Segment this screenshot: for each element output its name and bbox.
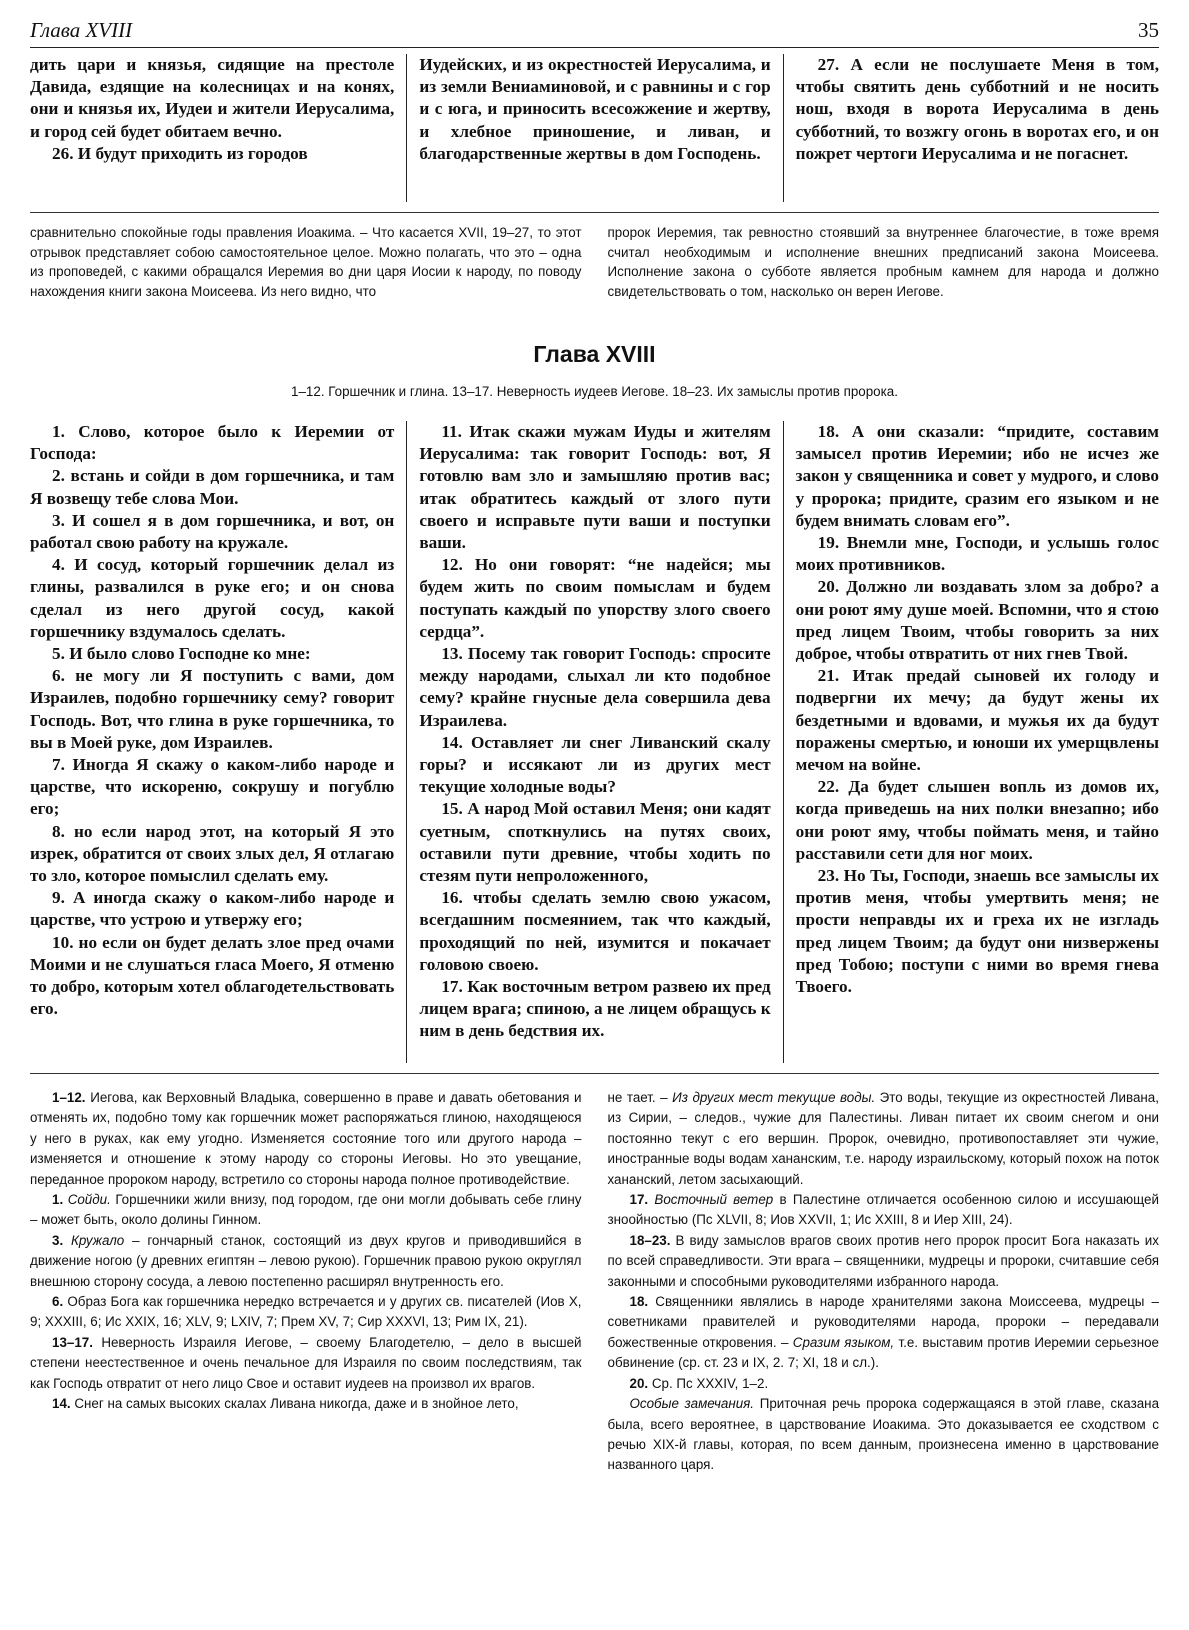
verse-paragraph: 8. но если народ этот, на который Я это изрек, обратится от своих злых дел, Я отлагаю то зло, которое помыслил сделать ему. [30, 821, 395, 886]
divider-rule [30, 1073, 1159, 1074]
commentary-paragraph [30, 1190, 582, 1231]
verse-paragraph: 3. И сошел я в дом горшечника, и вот, он работал свою работу на кружале. [30, 510, 395, 553]
verse-ref: 14. [52, 1396, 71, 1412]
commentary-text: В виду замыслов врагов своих против него пророк просит Бога наказать их по всей справедливости. Эти врага – священники, мудрецы и пророки, считавшие себя законными и способными руководителями избранного народа. [607, 1232, 1159, 1289]
chapter-summary: 1–12. Горшечник и глина. 13–17. Неверность иудеев Иегове. 18–23. Их замыслы против пророка. [291, 384, 898, 399]
commentary-term: Особые замечания. [629, 1396, 755, 1412]
main-verse-column-3 [783, 421, 1159, 1063]
commentary-text: Приточная речь пророка содержащаяся в этой главе, сказана была, всего вероятнее, в царствование Иоакима. Это доказывается ее сходством с речью XIX-й главы, которая, по всем данным, произнесена именно в царствование названного царя. [607, 1396, 1160, 1473]
commentary-text: – гончарный станок, состоящий из двух кругов и приводившийся в движение ногою (у древних египтян – левою рукою). Горшечник правою рукою округлял внешнюю сторону сосуда, а левою постепенно расширял внутренность его. [30, 1232, 582, 1289]
verse-paragraph: 11. Итак скажи мужам Иуды и жителям Иерусалима: так говорит Господь: вот, Я готовлю вам зло и замышляю против вас; итак обратитесь каждый от злого пути своего и исправьте пути ваши и поступки ваши. [419, 422, 771, 553]
verse-ref: 13–17. [52, 1334, 93, 1350]
verse-ref: 18–23. [629, 1232, 671, 1248]
running-head: Глава XVIII [30, 18, 133, 42]
verse-paragraph: 19. Внемли мне, Господи, и услышь голос моих противников. [795, 533, 1159, 575]
verse-paragraph: 18. А они сказали: “придите, составим замысел против Иеремии; ибо не исчез же закон у священника и совет у мудрого, и слово у пророка; придите, сразим его языком и не будем внимать словам его”. [795, 422, 1159, 530]
page-number: 35 [1138, 18, 1159, 42]
commentary-paragraph [30, 1333, 582, 1394]
verse-paragraph: 26. И будут приходить из городов [52, 143, 308, 163]
verse-paragraph: 27. А если не послушаете Меня в том, чтобы святить день субботний и не носить нош, входя в ворота Иерусалима в день субботний, то возжгу огонь в воротах его, и он пожрет чертоги Иерусалима и не погаснет. [795, 55, 1159, 163]
verse-paragraph: Иудейских, и из окрестностей Иерусалима, и из земли Вениаминовой, и с равнины и с гор и с юга, и приносить всесожжение и жертву, и хлебное приношение, и ливан, и благодарственные жертвы в дом Господень. [419, 55, 771, 163]
verse-paragraph: 10. но если он будет делать злое пред очами Моими и не слушаться гласа Моего, Я отменю то добро, которым хотел облагодетельствовать его. [30, 932, 395, 1019]
commentary-paragraph [608, 1374, 1160, 1394]
commentary-paragraph: пророк Иеремия, так ревностно стоявший за внутреннее благочестие, в тоже время считал необходимым и исполнение внешних предписаний закона Моисеева. Исполнение закона о субботе является пробным камнем для народа и должно свидетельствовать о том, насколько он верен Иегове. [607, 225, 1159, 299]
verse-paragraph: 14. Оставляет ли снег Ливанский скалу горы? и иссякают ли из других мест текущие холодные воды? [419, 732, 771, 797]
commentary-term: Сразим языком, [792, 1334, 895, 1350]
top-commentary [30, 223, 1159, 319]
top-verse-column-3 [783, 54, 1159, 202]
main-verse-column-1 [30, 421, 406, 1063]
verse-paragraph: 15. А народ Мой оставил Меня; они кадят суетным, споткнулись на путях своих, оставили пути древние, чтобы ходить по стезям пути непроложенного, [419, 799, 771, 886]
divider-rule [30, 212, 1159, 213]
commentary-text: в Палестине отличается особенною силою и иссушающей зноойностью (Пс XLVII, 8; Иов XXVII, 1; Ис XXIII, 8 и Иер XIII, 24). [607, 1192, 1159, 1228]
verse-ref: 6. [52, 1294, 64, 1310]
commentary-paragraph [608, 1190, 1160, 1231]
verse-paragraph: 9. А иногда скажу о каком-либо народе и царстве, что устрою и утвержу его; [30, 888, 395, 930]
verse-ref: 17. [629, 1192, 649, 1208]
verse-paragraph: 1. Слово, которое было к Иеремии от Господа: [30, 422, 395, 464]
commentary-text: Снег на самых высоких скалах Ливана никогда, даже и в знойное лето, [70, 1396, 519, 1412]
verse-paragraph: 16. чтобы сделать землю свою ужасом, всегдашним посмеянием, так что каждый, проходящий по ней, изумится и покачает головою своею. [419, 888, 771, 974]
commentary-paragraph [30, 1231, 582, 1292]
commentary-paragraph [30, 1394, 582, 1414]
verse-paragraph: 17. Как восточным ветром развею их пред лицем врага; спиною, а не лицем обращусь к ним в день бедствия их. [419, 977, 771, 1041]
verse-paragraph: 12. Но они говорят: “не надейся; мы будем жить по своим помыслам и будем поступать каждый по упорству злого своего сердца”. [419, 555, 771, 641]
bottom-commentary-column-2 [608, 1088, 1160, 1476]
commentary-paragraph [608, 1292, 1160, 1374]
verse-paragraph: 21. Итак предай сыновей их голоду и подвергни их мечу; да будут жены их бездетными и вдовами, и мужья их да будут поражены смертью, и юноши их умерщвлены мечом на войне. [795, 666, 1159, 775]
verse-ref: 1–12. [52, 1090, 86, 1105]
bottom-commentary [30, 1088, 1159, 1476]
commentary-paragraph [30, 1292, 582, 1333]
main-verse-column-2 [406, 421, 782, 1063]
commentary-text: не тает. – [607, 1090, 673, 1105]
verse-ref: 3. [52, 1232, 64, 1248]
verse-paragraph: 4. И сосуд, который горшечник делал из глины, развалился в руке его; и он снова сделал из него другой сосуд, какой горшечнику вздумалось сделать. [30, 555, 395, 641]
main-verse-columns [30, 421, 1159, 1063]
verse-paragraph: 13. Посему так говорит Господь: спросите между народами, слыхал ли кто подобное сему? крайне гнусные дела совершила дева Израилева. [419, 644, 771, 730]
verse-paragraph: дить цари и князья, сидящие на престоле Давида, ездящие на колесницах и на конях, они и князья их, Иудеи и жители Иерусалима, и город сей будет обитаем вечно. [30, 55, 395, 141]
top-verse-column-1 [30, 54, 406, 202]
top-verse-column-2 [406, 54, 782, 202]
top-commentary-column-2 [608, 223, 1160, 319]
commentary-paragraph [608, 1394, 1160, 1476]
commentary-paragraph [608, 1088, 1160, 1190]
commentary-term: Из других мест текущие воды. [672, 1090, 876, 1105]
commentary-text: Образ Бога как горшечника нередко встречается и у других св. писателей (Иов X, 9; XXXIII, 6; Ис XXIX, 16; XLV, 9; LXIV, 7; Прем XV, 7; Сир XXXVI, 13; Рим IX, 21). [30, 1294, 582, 1330]
commentary-paragraph: сравнительно спокойные годы правления Иоакима. – Что касается XVII, 19–27, то этот отрывок представляет собою самостоятельное целое. Можно полагать, что это – одна из проповедей, с какими обращался Иеремия во дни царя Иосии к народу, по поводу нахождения книги закона Моисеева. Из него видно, что [30, 225, 582, 299]
commentary-text: Священники являлись в народе хранителями закона Моиссеева, мудрецы – советниками правителей и руководителями народа, пророки – передавали божественные откровения. – [607, 1294, 1159, 1350]
commentary-text: т.е. выставим против Иеремии серьезное обвинение (ср. ст. 23 и IX, 2. 7; XI, 18 и сл.). [607, 1334, 1159, 1371]
verse-paragraph: 7. Иногда Я скажу о каком-либо народе и царстве, что искореню, сокрушу и погублю его; [30, 755, 395, 819]
verse-ref: 1. [52, 1192, 64, 1208]
chapter-title: Глава XVIII [533, 341, 656, 367]
commentary-text: Горшечники жили внизу, под городом, где они могли добывать себе глину – может быть, около долины Гинном. [30, 1192, 582, 1228]
commentary-text: Ср. Пс XXXIV, 1–2. [648, 1375, 769, 1391]
top-commentary-column-1 [30, 223, 582, 319]
commentary-text: Иегова, как Верховный Владыка, совершенно в праве и давать обетования и отменять их, подобно тому как горшечник может распоряжаться глиною, находящеюся у него в руках, как ему угодно. Изменяется состояние того или другого народа – изменяется и отношение к этому народу со стороны Иеговы. Но это увещание, переданное пророком народу, встретило со стороны народа полное противодействие. [30, 1090, 582, 1187]
commentary-text: Это воды, текущие из окрестностей Ливана, из Сирии, – следов., чужие для Палестины. Ливан питает их своим снегом и они постоянно текут с его вершин. Пророк, очевидно, противопоставляет эти чужие, иностранные воды водам хананским, т.е. народу израильскому, который похож на поток хананский, летом засыхающий. [607, 1090, 1159, 1187]
verse-ref: 18. [629, 1294, 649, 1310]
verse-paragraph: 5. И было слово Господне ко мне: [52, 644, 311, 664]
commentary-term: Сойди. [67, 1192, 111, 1208]
verse-paragraph: 2. встань и сойди в дом горшечника, и там Я возвещу тебе слова Мои. [30, 466, 395, 508]
verse-paragraph: 22. Да будет слышен вопль из домов их, когда приведешь на них полки внезапно; ибо они роют яму, чтобы поймать меня, и тайно расставили сети для ног моих. [795, 777, 1159, 863]
commentary-term: Восточный ветер [654, 1192, 774, 1208]
commentary-paragraph [30, 1088, 582, 1190]
verse-ref: 20. [629, 1375, 649, 1391]
page-header [30, 18, 1159, 48]
commentary-text: Неверность Израиля Иегове, – своему Благодетелю, – дело в высшей степени неестественное и очень печальное для Израиля по своим последствиям, так как Господь отвратит от него лицо Свое и оставит иудеев на произвол их врагов. [30, 1334, 582, 1391]
commentary-paragraph [608, 1231, 1160, 1292]
bottom-commentary-column-1 [30, 1088, 582, 1476]
verse-paragraph: 20. Должно ли воздавать злом за добро? а они роют яму душе моей. Вспомни, что я стою пред лицем Твоим, чтобы говорить за них доброе, чтобы отвратить от них гнев Твой. [795, 577, 1159, 664]
verse-paragraph: 6. не могу ли Я поступить с вами, дом Израилев, подобно горшечнику сему? говорит Господь. Вот, что глина в руке горшечника, то вы в Моей руке, дом Израилев. [30, 666, 395, 752]
commentary-term: Кружало [71, 1232, 125, 1248]
verse-paragraph: 23. Но Ты, Господи, знаешь все замыслы их против меня, чтобы умертвить меня; не прости неправды их и греха их не изгладь пред лицем Твоим; да будут они низвержены пред Тобою; поступи с ними во время гнева Твоего. [795, 866, 1159, 997]
top-verse-columns [30, 54, 1159, 202]
